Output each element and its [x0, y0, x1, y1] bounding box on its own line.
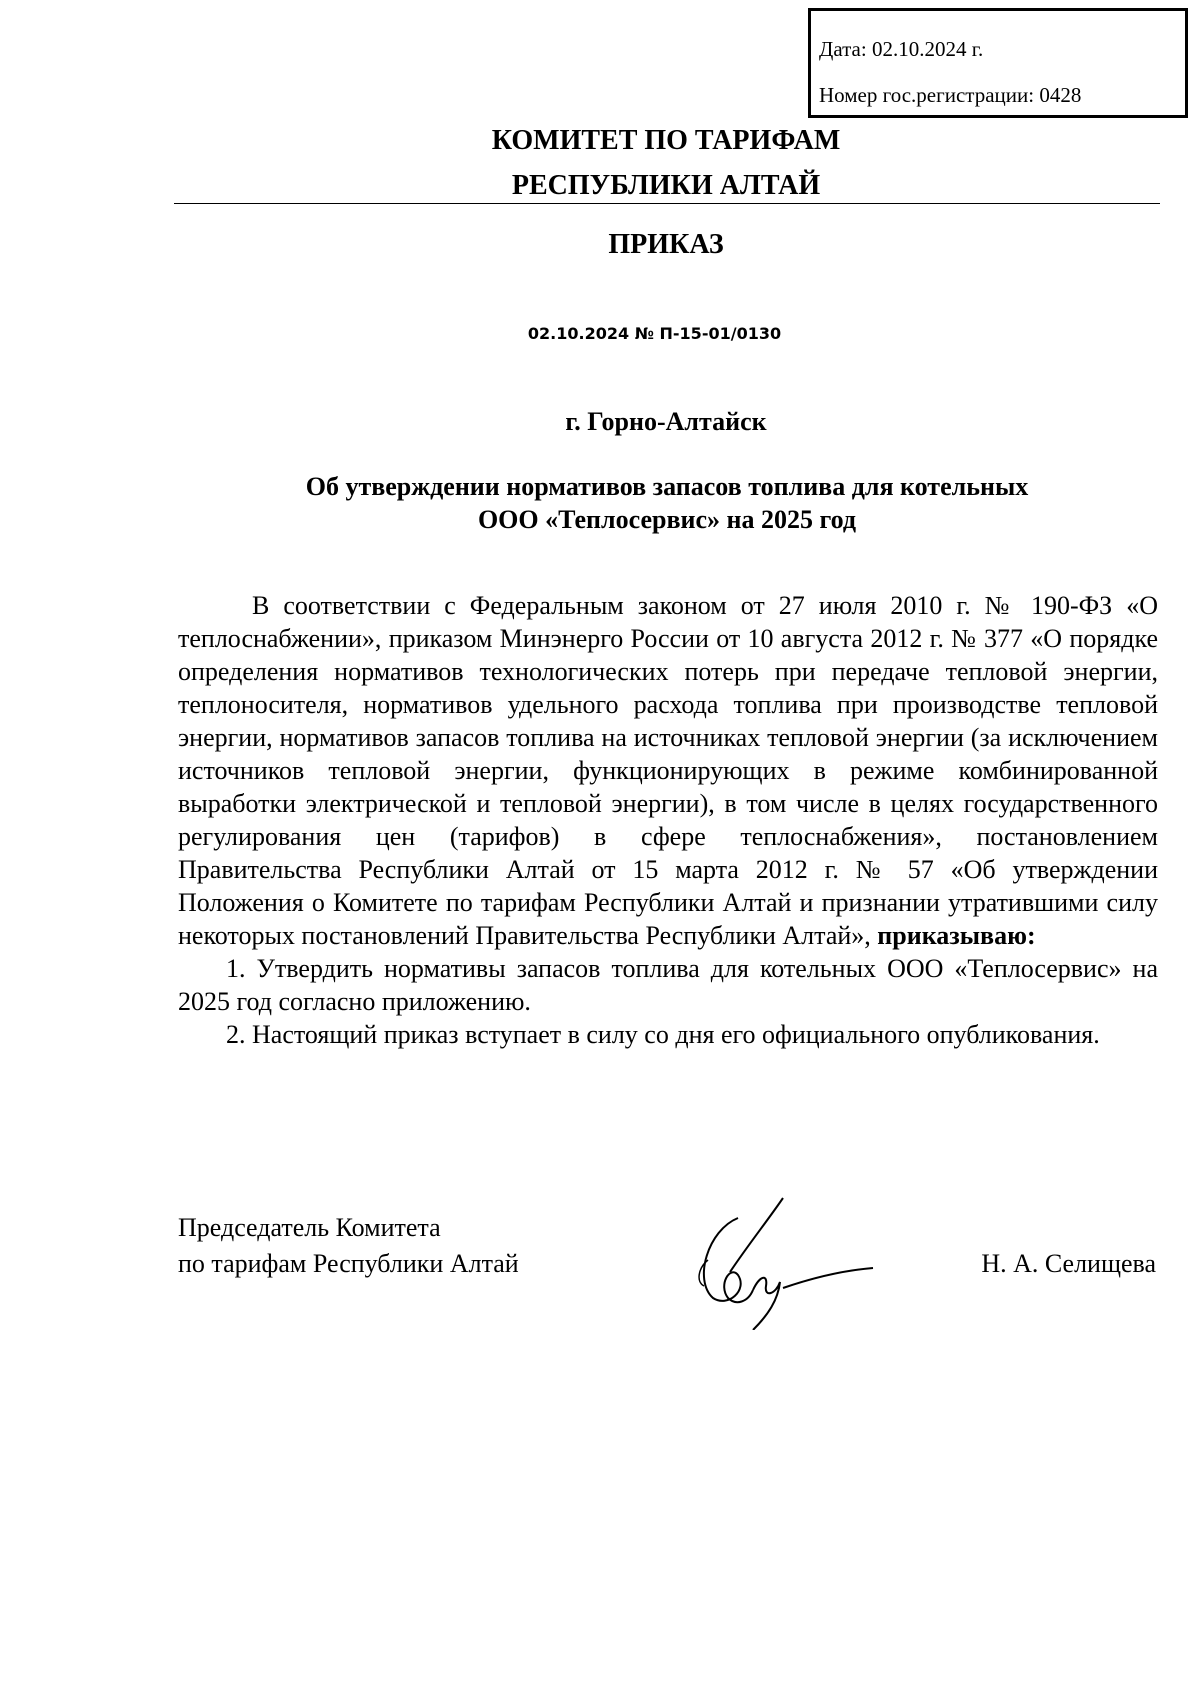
- handwritten-signature: [668, 1190, 878, 1330]
- document-type: ПРИКАЗ: [608, 229, 724, 260]
- preamble-text: В соответствии с Федеральным законом от 27 июля 2010 г. № 190-ФЗ «О теплоснабжении», приказом Минэнерго России от 10 августа 2012 г. № 377 «О порядке определения нормативов технологических потерь при передаче тепловой энергии, теплоносителя, нормативов удельного расхода топлива при производстве тепловой энергии, нормативов запасов топлива на источниках тепловой энергии (за исключением источников тепловой энергии, функционирующих в режиме комбинированной выработки электрической и тепловой энергии), в том числе в целях государственного регулирования цен (тарифов) в сфере теплоснабжения», постановлением Правительства Республики Алтай от 15 марта 2012 г. № 57 «Об утверждении Положения о Комитете по тарифам Республики Алтай и признании утратившими силу некоторых постановлений Правительства Республики Алтай»,: [178, 591, 1158, 950]
- document-body: [178, 589, 1158, 1051]
- signatory-position-line2: по тарифам Республики Алтай: [178, 1249, 519, 1278]
- signatory-position-line1: Председатель Комитета: [178, 1213, 441, 1242]
- registration-stamp: [808, 8, 1188, 118]
- order-item-1: 1. Утвердить нормативы запасов топлива для котельных ООО «Теплосервис» на 2025 год согласно приложению.: [178, 954, 1158, 1016]
- registration-date-label: Дата:: [819, 37, 867, 61]
- registration-number-value: 0428: [1039, 83, 1082, 107]
- document-subject: [174, 470, 1160, 536]
- org-name-line2: РЕСПУБЛИКИ АЛТАЙ: [511, 170, 821, 201]
- registration-number-label: Номер гос.регистрации:: [819, 83, 1035, 107]
- order-item-2: 2. Настоящий приказ вступает в силу со дня его официального опубликования.: [226, 1020, 1100, 1049]
- registration-date: [819, 37, 983, 62]
- registration-number: [819, 83, 1081, 108]
- command-word: приказываю:: [877, 921, 1036, 950]
- signatory-position: [178, 1210, 519, 1282]
- subject-line1: Об утверждении нормативов запасов топлива для котельных: [305, 472, 1029, 501]
- registration-date-value: 02.10.2024 г.: [871, 37, 984, 61]
- order-number: 02.10.2024 № П-15-01/0130: [527, 324, 782, 343]
- org-name-line1: КОМИТЕТ ПО ТАРИФАМ: [491, 125, 841, 156]
- city: г. Горно-Алтайск: [565, 407, 767, 436]
- header-divider: [174, 203, 1160, 204]
- preamble-paragraph: [178, 589, 1158, 952]
- subject-line2: ООО «Теплосервис» на 2025 год: [477, 505, 857, 534]
- signatory-name: Н. А. Селищева: [981, 1249, 1156, 1278]
